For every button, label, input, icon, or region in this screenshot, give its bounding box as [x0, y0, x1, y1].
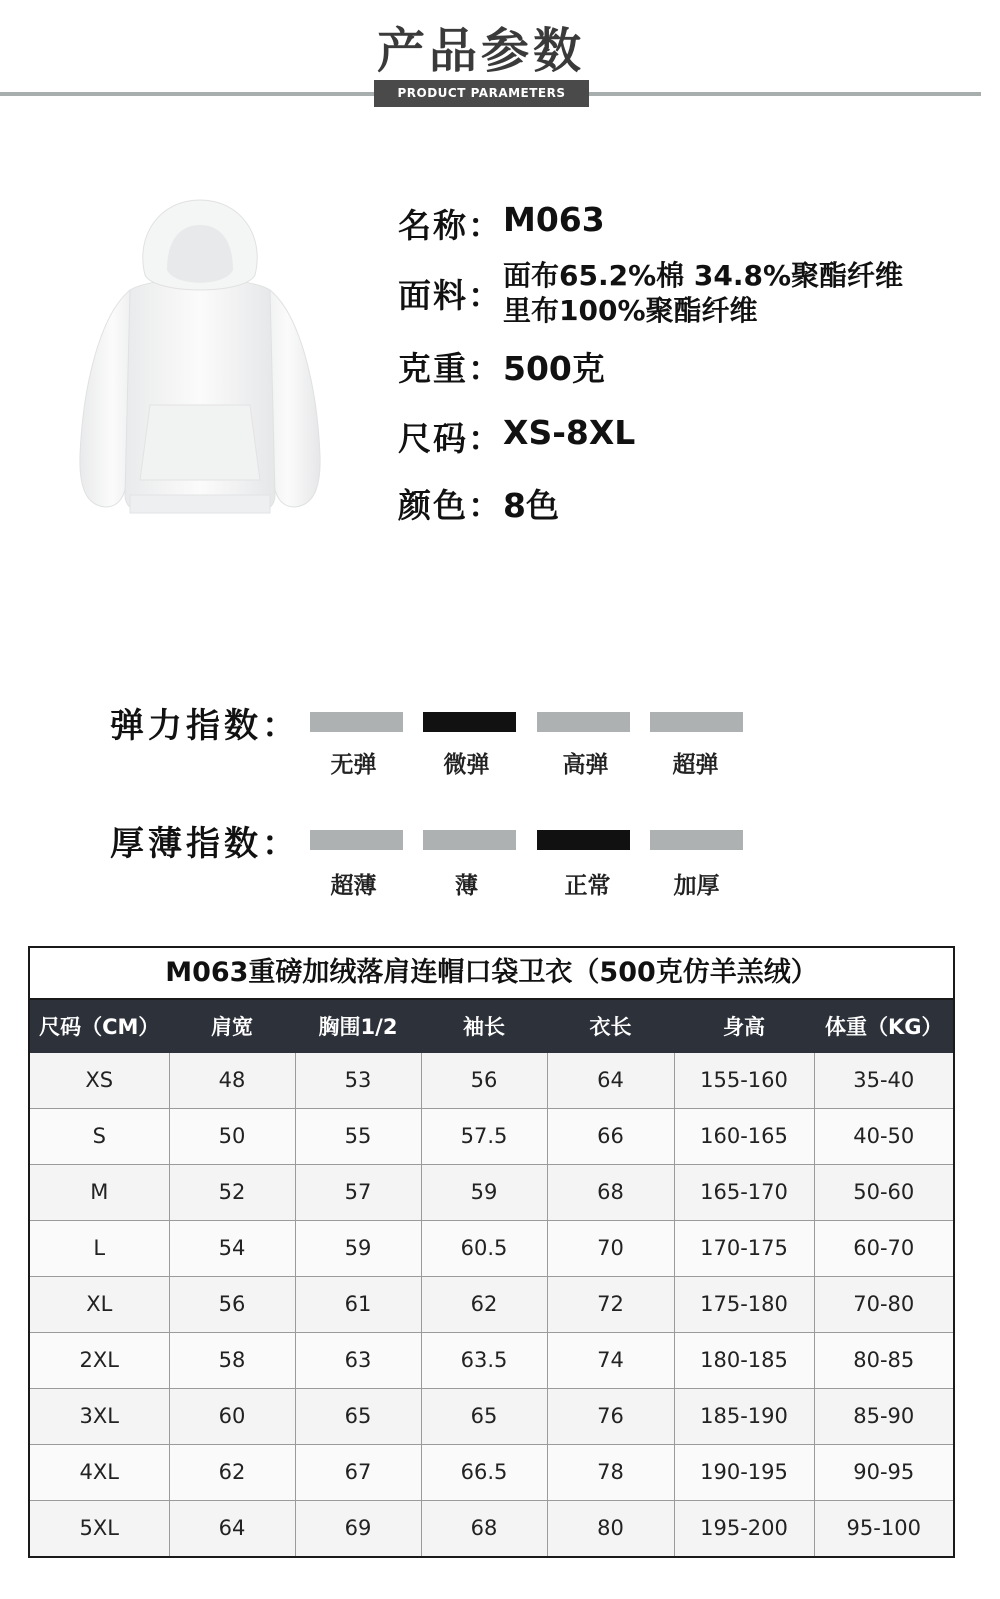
table-cell: 55 [295, 1108, 421, 1164]
spec-name-value: M063 [503, 200, 605, 239]
table-cell: 74 [547, 1332, 674, 1388]
table-cell: 65 [421, 1388, 547, 1444]
thickness-bar-2 [537, 830, 630, 850]
table-row [29, 1276, 954, 1332]
thickness-option-2: 正常 [564, 873, 611, 899]
spec-color-label: 颜色： [398, 486, 503, 525]
thickness-option-0: 超薄 [330, 873, 377, 899]
column-header: 体重（KG） [814, 999, 954, 1053]
table-cell: 63.5 [421, 1332, 547, 1388]
table-cell: 62 [169, 1444, 295, 1500]
table-cell: 50 [169, 1108, 295, 1164]
table-cell: 40-50 [814, 1108, 954, 1164]
elasticity-option-3: 超弹 [672, 752, 719, 778]
spec-weight-value: 500克 [503, 349, 605, 388]
table-cell: 60 [169, 1388, 295, 1444]
elasticity-bar-2 [537, 712, 630, 732]
table-cell: 155-160 [674, 1053, 814, 1109]
spec-color [398, 480, 559, 527]
spec-size-label: 尺码： [398, 419, 503, 458]
spec-fabric-line2: 里布100%聚酯纤维 [503, 294, 758, 327]
hoodie-product-image [75, 195, 325, 520]
table-cell: 185-190 [674, 1388, 814, 1444]
table-cell: 60-70 [814, 1220, 954, 1276]
elasticity-option-1: 微弹 [443, 752, 490, 778]
table-row [29, 1500, 954, 1557]
spec-weight [398, 343, 605, 390]
table-cell: 5XL [29, 1500, 169, 1557]
table-cell: XL [29, 1276, 169, 1332]
thickness-bar-3 [650, 830, 743, 850]
table-cell: 56 [169, 1276, 295, 1332]
table-cell: 180-185 [674, 1332, 814, 1388]
table-cell: L [29, 1220, 169, 1276]
table-cell: 195-200 [674, 1500, 814, 1557]
spec-fabric-line1: 面布65.2%棉 34.8%聚酯纤维 [503, 259, 904, 292]
table-cell: 90-95 [814, 1444, 954, 1500]
table-cell: 57.5 [421, 1108, 547, 1164]
size-chart-title: M063重磅加绒落肩连帽口袋卫衣（500克仿羊羔绒） [28, 946, 955, 998]
table-cell: 4XL [29, 1444, 169, 1500]
thickness-label: 厚薄指数： [110, 824, 300, 864]
table-cell: 70-80 [814, 1276, 954, 1332]
table-cell: 56 [421, 1053, 547, 1109]
table-cell: 78 [547, 1444, 674, 1500]
elasticity-bar-1 [423, 712, 516, 732]
table-cell: 65 [295, 1388, 421, 1444]
table-cell: 72 [547, 1276, 674, 1332]
table-row [29, 1053, 954, 1109]
table-row [29, 1444, 954, 1500]
table-row [29, 1164, 954, 1220]
table-cell: 59 [421, 1164, 547, 1220]
column-header: 胸围1/2 [295, 999, 421, 1053]
spec-size [398, 413, 635, 460]
spec-fabric [398, 258, 903, 328]
table-cell: 68 [421, 1500, 547, 1557]
spec-fabric-label: 面料： [398, 275, 503, 315]
column-header: 肩宽 [169, 999, 295, 1053]
table-cell: 48 [169, 1053, 295, 1109]
table-row [29, 1388, 954, 1444]
elasticity-option-0: 无弹 [330, 752, 377, 778]
size-chart-header-row [29, 999, 954, 1053]
thickness-bar-1 [423, 830, 516, 850]
thickness-option-3: 加厚 [673, 873, 720, 899]
table-cell: 175-180 [674, 1276, 814, 1332]
spec-fabric-value [503, 258, 903, 328]
table-cell: 85-90 [814, 1388, 954, 1444]
table-cell: 52 [169, 1164, 295, 1220]
table-cell: 160-165 [674, 1108, 814, 1164]
table-cell: 68 [547, 1164, 674, 1220]
table-cell: 3XL [29, 1388, 169, 1444]
table-cell: M [29, 1164, 169, 1220]
table-cell: 54 [169, 1220, 295, 1276]
table-cell: 53 [295, 1053, 421, 1109]
spec-color-value: 8色 [503, 486, 559, 525]
table-cell: 165-170 [674, 1164, 814, 1220]
thickness-option-1: 薄 [455, 873, 478, 899]
spec-name-label: 名称： [398, 206, 503, 245]
table-cell: 58 [169, 1332, 295, 1388]
table-cell: 80 [547, 1500, 674, 1557]
spec-name [398, 200, 605, 247]
column-header: 衣长 [547, 999, 674, 1053]
table-cell: 66 [547, 1108, 674, 1164]
table-cell: 35-40 [814, 1053, 954, 1109]
elasticity-bar-0 [310, 712, 403, 732]
column-header: 袖长 [421, 999, 547, 1053]
elasticity-label: 弹力指数： [110, 706, 300, 746]
table-cell: 76 [547, 1388, 674, 1444]
table-cell: 69 [295, 1500, 421, 1557]
table-cell: 70 [547, 1220, 674, 1276]
table-row [29, 1332, 954, 1388]
table-cell: 57 [295, 1164, 421, 1220]
table-cell: 80-85 [814, 1332, 954, 1388]
table-cell: 62 [421, 1276, 547, 1332]
table-row [29, 1220, 954, 1276]
table-row [29, 1108, 954, 1164]
table-cell: 59 [295, 1220, 421, 1276]
thickness-bar-0 [310, 830, 403, 850]
table-cell: XS [29, 1053, 169, 1109]
table-cell: 50-60 [814, 1164, 954, 1220]
table-cell: 63 [295, 1332, 421, 1388]
size-chart-table [28, 946, 955, 1558]
table-cell: 95-100 [814, 1500, 954, 1557]
elasticity-bar-3 [650, 712, 743, 732]
column-header: 尺码（CM） [29, 999, 169, 1053]
table-cell: 61 [295, 1276, 421, 1332]
table-cell: 170-175 [674, 1220, 814, 1276]
column-header: 身高 [674, 999, 814, 1053]
table-cell: 64 [547, 1053, 674, 1109]
page-title: 产品参数 [376, 23, 585, 79]
table-cell: 67 [295, 1444, 421, 1500]
elasticity-option-2: 高弹 [562, 752, 609, 778]
table-cell: 66.5 [421, 1444, 547, 1500]
spec-size-value: XS-8XL [503, 413, 636, 452]
table-cell: 60.5 [421, 1220, 547, 1276]
header-subtitle-badge: PRODUCT PARAMETERS [374, 80, 589, 107]
table-cell: 190-195 [674, 1444, 814, 1500]
table-cell: 64 [169, 1500, 295, 1557]
table-cell: 2XL [29, 1332, 169, 1388]
table-cell: S [29, 1108, 169, 1164]
spec-weight-label: 克重： [398, 349, 503, 388]
